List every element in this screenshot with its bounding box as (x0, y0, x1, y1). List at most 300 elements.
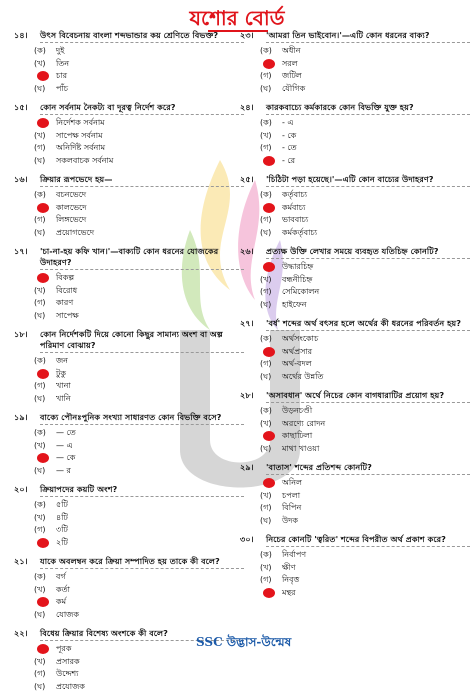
question-text: 'বাতাস' শব্দের প্রতিশব্দ কোনটি? (266, 462, 470, 475)
option-marker (260, 261, 282, 273)
option-label: (ঘ) (260, 443, 272, 453)
option-text: - তে (282, 143, 297, 152)
option[interactable] (260, 299, 470, 312)
option-correct[interactable] (260, 346, 470, 359)
right-column (240, 30, 470, 606)
question-stem (240, 246, 470, 259)
option[interactable] (34, 310, 244, 323)
question-text: কারকবাচ্যে কর্মকারকে কোন বিভক্তি যুক্ত হয়? (266, 102, 470, 115)
question-number: ২৫। (240, 174, 254, 184)
option-text: নির্দেশক সর্বনাম (56, 118, 105, 127)
question-text: কোন নির্দেশকটি দিয়ে কোনো কিছুর সামান্য অংশ বা অল্প পরিমাণ বোঝায়? (40, 329, 244, 353)
option-text: অরণ্যে রোদন (282, 418, 326, 428)
option[interactable] (34, 142, 244, 155)
option-text: বিকল্প (56, 273, 75, 282)
option-text: অনির্দিষ্ট সর্বনাম (56, 143, 106, 152)
question-number: ২৬। (240, 246, 254, 256)
question-item (240, 246, 470, 311)
option-text: নিবৃত্ত (282, 575, 300, 584)
option[interactable] (260, 358, 470, 371)
option[interactable] (34, 499, 244, 512)
answer-dot-icon (37, 453, 49, 463)
option-marker (34, 310, 56, 322)
question-text: উৎস বিবেচনায় বাংলা শব্দভান্ডার কয় শ্রেণিতে বিভক্ত? (40, 30, 244, 43)
options-list (260, 189, 470, 239)
option-label: (গ) (260, 71, 272, 81)
option-marker (34, 440, 56, 452)
option-text: কর্মকর্তৃবাচ্য (282, 227, 318, 237)
option-marker (260, 443, 282, 455)
question-item (240, 102, 470, 167)
option-label: (ঘ) (34, 609, 46, 619)
option-correct[interactable] (34, 452, 244, 465)
option[interactable] (260, 83, 470, 96)
option-label: (ক) (34, 428, 46, 438)
question-stem (14, 30, 244, 43)
option[interactable] (260, 142, 470, 155)
option-text: ক্ষীণ (282, 562, 296, 572)
option-label: (গ) (34, 525, 46, 535)
option-marker (260, 227, 282, 239)
question-stem (14, 329, 244, 353)
question-item (14, 412, 244, 477)
option-label: (গ) (34, 298, 46, 308)
option-label: (ক) (260, 550, 272, 560)
option-marker (34, 596, 56, 608)
option-label: (গ) (34, 215, 46, 225)
option-text: কালভেদে (56, 202, 87, 212)
option-text: হাইফেন (282, 299, 307, 309)
option-marker (260, 117, 282, 129)
option-label: (ঘ) (34, 393, 46, 403)
left-column (14, 30, 244, 700)
question-text: প্রত্যক্ষ উক্তি লেখার সময়ে ব্যবহৃত যতিচিহ্ন কোনটি? (266, 246, 470, 259)
option[interactable] (260, 490, 470, 503)
option-text: জটিল (282, 71, 302, 80)
options-list (260, 45, 470, 95)
answer-dot-icon (37, 369, 49, 379)
question-item (14, 329, 244, 405)
options-list (260, 405, 470, 455)
option-text: তিন (56, 58, 70, 68)
option-text: অর্থের উন্নতি (282, 371, 324, 381)
question-item (240, 30, 470, 95)
option-marker (260, 142, 282, 154)
option-text: অনিল (282, 478, 302, 487)
option-marker (34, 465, 56, 477)
option-marker (34, 524, 56, 536)
option-label: (খ) (260, 490, 272, 500)
option-text: কারণ (56, 298, 74, 307)
option-text: ভাববাচ্য (282, 215, 309, 224)
option-text: কর্তৃবাচ্য (282, 190, 308, 199)
option-text: — র (56, 465, 71, 475)
option-label: (খ) (260, 130, 272, 140)
question-item (240, 318, 470, 383)
option[interactable] (260, 418, 470, 431)
options-list (260, 549, 470, 599)
question-number: ৩০। (240, 534, 254, 544)
option[interactable] (34, 58, 244, 71)
option[interactable] (260, 274, 470, 287)
option[interactable] (260, 286, 470, 299)
question-item (14, 484, 244, 549)
option-text: কর্তা (56, 584, 70, 594)
option[interactable] (260, 562, 470, 575)
option-label: (ঘ) (34, 155, 46, 165)
question-stem (14, 484, 244, 497)
option-label: (খ) (34, 512, 46, 522)
option-marker (34, 45, 56, 57)
option-marker (34, 142, 56, 154)
question-text: যাকে অবলম্বন করে ক্রিয়া সম্পাদিত হয় তাকে কী বলে? (40, 556, 244, 569)
options-list (260, 333, 470, 383)
option-text: কর্ম (56, 597, 67, 606)
option-label: (গ) (260, 215, 272, 225)
question-stem (240, 462, 470, 475)
option-label: (খ) (260, 274, 272, 284)
option-label: (খ) (260, 418, 272, 428)
option-marker (260, 574, 282, 586)
option-marker (260, 346, 282, 358)
option-marker (260, 358, 282, 370)
answer-dot-icon (263, 478, 275, 488)
question-number: ১৫। (14, 102, 28, 112)
option-label: (ক) (260, 334, 272, 344)
question-stem (240, 174, 470, 187)
option[interactable] (34, 355, 244, 368)
option-marker (260, 333, 282, 345)
option-label: (গ) (260, 503, 272, 513)
option[interactable] (260, 70, 470, 83)
option[interactable] (34, 656, 244, 669)
option-text: বর্গ (56, 572, 66, 581)
option-correct[interactable] (260, 155, 470, 168)
option-text: জন (56, 356, 68, 365)
options-list (34, 117, 244, 167)
option-marker (34, 189, 56, 201)
option-text: - এ (282, 118, 294, 127)
option[interactable] (260, 227, 470, 240)
question-text: নিচের কোনটি 'ত্বরিত' শব্দের বিপরীত অর্থ প্রকাশ করে? (266, 534, 470, 547)
option[interactable] (260, 333, 470, 346)
option[interactable] (34, 214, 244, 227)
question-stem (240, 534, 470, 547)
options-list (34, 189, 244, 239)
option-correct[interactable] (34, 596, 244, 609)
option-marker (260, 130, 282, 142)
option-label: (ঘ) (260, 515, 272, 525)
options-list (34, 427, 244, 477)
option-marker (260, 45, 282, 57)
option-text: — এ (56, 440, 73, 450)
option-label: (খ) (34, 440, 46, 450)
option[interactable] (34, 524, 244, 537)
option-correct[interactable] (34, 537, 244, 550)
option-correct[interactable] (260, 202, 470, 215)
option-marker (260, 299, 282, 311)
question-text: বাক্যে পৌনঃপুনিক সংখ্যা সাধারণত কোন বিভক্তি বসে? (40, 412, 244, 425)
answer-dot-icon (37, 118, 49, 128)
question-text: 'আমরা তিন ভাইবোন।'—এটি কোন ধরনের বাক্য? (266, 30, 470, 43)
option[interactable] (34, 427, 244, 440)
option[interactable] (34, 609, 244, 622)
option-correct[interactable] (260, 477, 470, 490)
question-item (14, 102, 244, 167)
option-marker (260, 70, 282, 82)
option-text: মন্থর (282, 587, 296, 597)
question-number: ১৬। (14, 174, 28, 184)
option-marker (34, 155, 56, 167)
option-label: (ঘ) (260, 299, 272, 309)
option-marker (260, 562, 282, 574)
option-text: উদক (282, 515, 299, 525)
option[interactable] (34, 571, 244, 584)
option-correct[interactable] (34, 117, 244, 130)
option[interactable] (260, 371, 470, 384)
option-label: (ঘ) (260, 83, 272, 93)
option-marker (34, 380, 56, 392)
option-marker (260, 189, 282, 201)
option-marker (34, 571, 56, 583)
options-list (34, 272, 244, 322)
option[interactable] (260, 502, 470, 515)
option[interactable] (34, 189, 244, 202)
option-text: মাথা খাওয়া (282, 443, 320, 453)
options-list (34, 355, 244, 405)
options-list (34, 499, 244, 549)
option-text: যোজক (56, 609, 79, 619)
options-list (260, 261, 470, 311)
option-text: অর্থ-বদল (282, 359, 312, 368)
option-label: (গ) (34, 669, 46, 679)
option[interactable] (260, 405, 470, 418)
option-label: (ক) (34, 356, 46, 366)
question-stem (14, 412, 244, 425)
question-item (240, 534, 470, 599)
option-label: (ক) (260, 190, 272, 200)
option-text: চপলা (282, 490, 301, 500)
question-number: ২১। (14, 556, 28, 566)
option-text: ২টি (56, 537, 68, 547)
page-title: যশোর বোর্ড (189, 6, 285, 30)
answer-dot-icon (37, 597, 49, 607)
option-marker (34, 427, 56, 439)
option-marker (34, 297, 56, 309)
option-text: উড়নচণ্ডী (282, 406, 313, 415)
option-label: (গ) (260, 359, 272, 369)
question-number: ২৮। (240, 390, 254, 400)
question-item (240, 390, 470, 455)
option-text: পাঁচ (56, 83, 69, 93)
answer-dot-icon (263, 588, 275, 598)
option-marker (260, 202, 282, 214)
option-label: (ঘ) (260, 227, 272, 237)
option-label: (ক) (260, 46, 272, 56)
option-marker (34, 130, 56, 142)
option-marker (34, 83, 56, 95)
option-text: - কে (282, 130, 297, 140)
option-marker (34, 681, 56, 693)
option-label: (ঘ) (34, 465, 46, 475)
option-marker (260, 405, 282, 417)
option-marker (260, 587, 282, 599)
option-text: উদ্ধারচিহ্ন (282, 262, 314, 271)
option-label: (ঘ) (34, 681, 46, 691)
question-item (14, 174, 244, 239)
answer-dot-icon (37, 273, 49, 283)
option-text: সকলবাচক সর্বনাম (56, 155, 114, 165)
answer-dot-icon (37, 644, 49, 654)
option-label: (ক) (34, 572, 46, 582)
option-marker (34, 584, 56, 596)
option[interactable] (34, 285, 244, 298)
option-label: (খ) (34, 130, 46, 140)
option[interactable] (260, 214, 470, 227)
option-marker (34, 609, 56, 621)
option-marker (260, 58, 282, 70)
option-marker (34, 214, 56, 226)
option-text: লিঙ্গভেদে (56, 215, 87, 224)
question-number: ২৯। (240, 462, 254, 472)
option[interactable] (34, 440, 244, 453)
option-text: পূরক (56, 644, 72, 653)
option-correct[interactable] (260, 430, 470, 443)
option-correct[interactable] (260, 587, 470, 600)
answer-dot-icon (263, 59, 275, 69)
option[interactable] (34, 155, 244, 168)
option-label: (খ) (260, 562, 272, 572)
question-text: কোন সর্বনাম নৈকট্য বা দূরত্ব নির্দেশ করে? (40, 102, 244, 115)
question-text: 'চিঠিটা পড়া হয়েছে।'—এটি কোন বাচ্যের উদাহরণ? (266, 174, 470, 187)
options-list (34, 45, 244, 95)
question-stem (240, 102, 470, 115)
option-marker (260, 214, 282, 226)
option-text: সাপেক্ষ সর্বনাম (56, 130, 103, 140)
option-text: টুকু (56, 368, 66, 378)
option-marker (260, 274, 282, 286)
option[interactable] (260, 130, 470, 143)
option[interactable] (260, 574, 470, 587)
question-stem (240, 318, 470, 331)
option-marker (34, 202, 56, 214)
option-marker (260, 430, 282, 442)
option-text: চার (56, 71, 68, 80)
option-marker (34, 393, 56, 405)
question-stem (14, 102, 244, 115)
option-marker (34, 355, 56, 367)
option-marker (34, 499, 56, 511)
option[interactable] (260, 515, 470, 528)
question-item (14, 30, 244, 95)
option[interactable] (34, 512, 244, 525)
option-label: (ক) (34, 46, 46, 56)
option[interactable] (260, 45, 470, 58)
option[interactable] (34, 393, 244, 406)
option-label: (ঘ) (260, 371, 272, 381)
option-label: (ক) (260, 406, 272, 416)
question-text: বিধেয় ক্রিয়ার বিশেষ্য অংশকে কী বলে? (40, 628, 244, 641)
options-list (34, 571, 244, 621)
question-number: ২০। (14, 484, 28, 494)
question-item (240, 174, 470, 239)
question-text: 'অসাবধান' অর্থে নিচের কোন বাগধারাটির প্রয়োগ হয়? (266, 390, 470, 403)
option[interactable] (34, 681, 244, 694)
answer-dot-icon (263, 156, 275, 166)
answer-dot-icon (37, 538, 49, 548)
question-number: ২৪। (240, 102, 254, 112)
option[interactable] (260, 549, 470, 562)
option-text: প্রয়োগভেদে (56, 227, 95, 237)
option-text: অধীন (282, 46, 301, 55)
question-number: ২৭। (240, 318, 254, 328)
option-text: ৩টি (56, 525, 68, 534)
option-correct[interactable] (260, 58, 470, 71)
option-text: অর্থপ্রসার (282, 346, 313, 356)
option-marker (260, 286, 282, 298)
option-correct[interactable] (34, 70, 244, 83)
option[interactable] (34, 45, 244, 58)
option-text: সেমিকোলন (282, 287, 320, 296)
option[interactable] (34, 130, 244, 143)
option[interactable] (34, 83, 244, 96)
question-text: 'বর্ষ' শব্দের অর্থ বৎসর হলে অর্থের কী ধরনের পরিবর্তন হয়? (266, 318, 470, 331)
question-number: ১৭। (14, 246, 28, 256)
option-text: ৪টি (56, 512, 68, 522)
question-number: ১৪। (14, 30, 28, 40)
option-text: যৌগিক (282, 83, 306, 93)
question-number: ২২। (14, 628, 28, 638)
option-marker (260, 155, 282, 167)
option-label: (ঘ) (34, 310, 46, 320)
answer-dot-icon (37, 203, 49, 213)
option-correct[interactable] (260, 261, 470, 274)
answer-dot-icon (263, 347, 275, 357)
option[interactable] (260, 443, 470, 456)
option[interactable] (34, 380, 244, 393)
option[interactable] (260, 189, 470, 202)
options-list (260, 477, 470, 527)
option-marker (34, 272, 56, 284)
option[interactable] (34, 465, 244, 478)
option-text: খানা (56, 381, 71, 390)
option-text: বিরোধ (56, 285, 78, 295)
option-text: নির্বাপণ (282, 550, 307, 559)
option[interactable] (34, 297, 244, 310)
option-correct[interactable] (34, 202, 244, 215)
question-item (240, 462, 470, 527)
option-text: সরল (282, 58, 298, 68)
option-correct[interactable] (34, 368, 244, 381)
question-number: ২৩। (240, 30, 254, 40)
option[interactable] (34, 584, 244, 597)
option-marker (34, 70, 56, 82)
option-marker (34, 512, 56, 524)
option-text: — তে (56, 428, 76, 437)
question-text: ক্রিয়ার রূপভেদে হয়— (40, 174, 244, 187)
question-stem (14, 246, 244, 270)
option-label: (গ) (34, 381, 46, 391)
question-text: ক্রিয়াপদের কয়টি অংশ? (40, 484, 244, 497)
option-text: কর্মবাচ্য (282, 202, 306, 212)
option[interactable] (260, 117, 470, 130)
option[interactable] (34, 227, 244, 240)
option-text: বন্ধনীচিহ্ন (282, 274, 313, 284)
question-stem (14, 556, 244, 569)
option-text: ৫টি (56, 500, 68, 509)
option-correct[interactable] (34, 272, 244, 285)
footer-brand: SSC উদ্ভাস-উন্মেষ (196, 635, 292, 649)
